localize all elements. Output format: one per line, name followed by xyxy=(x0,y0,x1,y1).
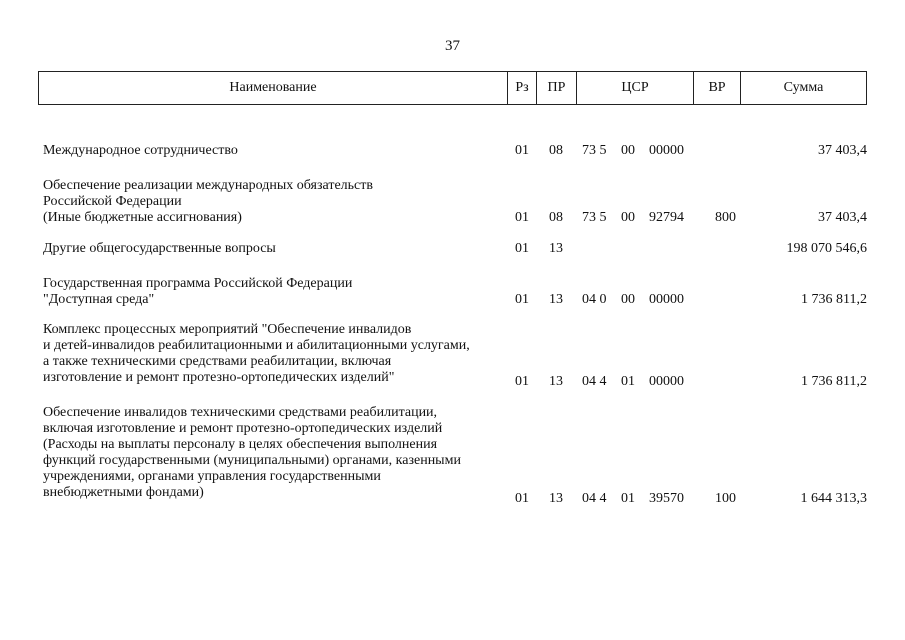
cell-pr: 13 xyxy=(549,491,563,506)
page-number: 37 xyxy=(445,38,460,54)
cell-sum: 37 403,4 xyxy=(818,210,867,225)
header-rz: Рз xyxy=(508,72,537,104)
row-name-line: а также техническими средствами реабилитации, включая xyxy=(43,354,392,369)
cell-rz: 01 xyxy=(515,241,529,256)
row-name-line: Государственная программа Российской Федерации xyxy=(43,276,353,291)
cell-rz: 01 xyxy=(515,292,529,307)
cell-pr: 08 xyxy=(549,210,563,225)
cell-csr-direction: 00000 xyxy=(649,374,684,389)
cell-csr-direction: 00000 xyxy=(649,143,684,158)
cell-pr: 13 xyxy=(549,292,563,307)
row-name xyxy=(43,405,513,501)
cell-rz: 01 xyxy=(515,143,529,158)
cell-csr-direction: 39570 xyxy=(649,491,684,506)
cell-rz: 01 xyxy=(515,491,529,506)
row-name-line: включая изготовление и ремонт протезно-ортопедических изделий xyxy=(43,421,443,436)
cell-csr-program: 04 4 xyxy=(582,491,607,506)
header-csr: ЦСР xyxy=(577,72,694,104)
cell-rz: 01 xyxy=(515,210,529,225)
cell-sum: 1 644 313,3 xyxy=(800,491,867,506)
cell-sum: 37 403,4 xyxy=(818,143,867,158)
cell-csr-subprogram: 00 xyxy=(621,143,635,158)
table-header xyxy=(38,71,867,105)
header-sum: Сумма xyxy=(783,80,824,95)
cell-rz: 01 xyxy=(515,374,529,389)
row-name xyxy=(43,241,513,257)
row-name-line: Российской Федерации xyxy=(43,194,182,209)
header-name: Наименование xyxy=(39,72,508,104)
row-name-line: Комплекс процессных мероприятий "Обеспечение инвалидов xyxy=(43,322,412,337)
row-name xyxy=(43,178,513,226)
row-name-line: "Доступная среда" xyxy=(43,292,155,307)
cell-csr-program: 73 5 xyxy=(582,210,607,225)
row-name-line: Другие общегосударственные вопросы xyxy=(43,241,276,256)
cell-csr-program: 73 5 xyxy=(582,143,607,158)
cell-vr: 800 xyxy=(715,210,736,225)
cell-sum: 1 736 811,2 xyxy=(801,374,867,389)
row-name-line: Международное сотрудничество xyxy=(43,143,238,158)
cell-csr-subprogram: 00 xyxy=(621,292,635,307)
row-name-line: внебюджетными фондами) xyxy=(43,485,204,500)
cell-csr-subprogram: 00 xyxy=(621,210,635,225)
row-name-line: Обеспечение реализации международных обязательств xyxy=(43,178,373,193)
row-name-line: (Иные бюджетные ассигнования) xyxy=(43,210,242,225)
row-name-line: Обеспечение инвалидов техническими средствами реабилитации, xyxy=(43,405,438,420)
cell-csr-direction: 00000 xyxy=(649,292,684,307)
cell-csr-program: 04 0 xyxy=(582,292,607,307)
cell-csr-direction: 92794 xyxy=(649,210,684,225)
cell-pr: 13 xyxy=(549,241,563,256)
cell-vr: 100 xyxy=(715,491,736,506)
header-vr: ВР xyxy=(694,72,741,104)
cell-csr-subprogram: 01 xyxy=(621,491,635,506)
cell-csr-subprogram: 01 xyxy=(621,374,635,389)
row-name xyxy=(43,322,513,386)
row-name-line: функций государственными (муниципальными) органами, казенными xyxy=(43,453,461,468)
row-name xyxy=(43,276,513,308)
header-pr: ПР xyxy=(537,72,577,104)
row-name-line: (Расходы на выплаты персоналу в целях обеспечения выполнения xyxy=(43,437,438,452)
cell-sum: 198 070 546,6 xyxy=(786,241,867,256)
cell-pr: 13 xyxy=(549,374,563,389)
cell-csr-program: 04 4 xyxy=(582,374,607,389)
row-name-line: учреждениями, органами управления государственными xyxy=(43,469,381,484)
row-name-line: и детей-инвалидов реабилитационными и абилитационными услугами, xyxy=(43,338,470,353)
row-name-line: изготовление и ремонт протезно-ортопедических изделий" xyxy=(43,370,395,385)
row-name xyxy=(43,143,513,159)
cell-sum: 1 736 811,2 xyxy=(801,292,867,307)
cell-pr: 08 xyxy=(549,143,563,158)
